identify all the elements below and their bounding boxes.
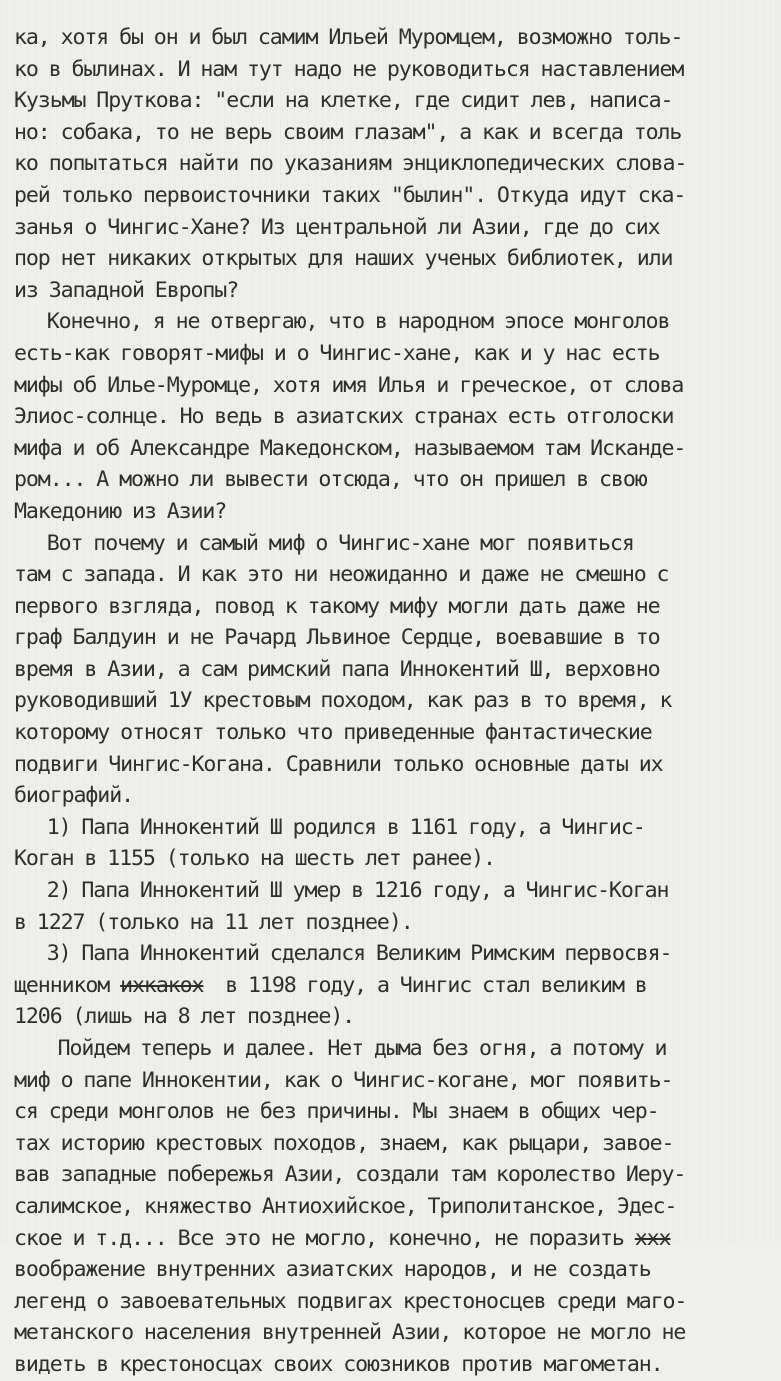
- text-line: есть-как говорят-мифы и о Чингис-хане, как и у нас есть: [14, 340, 660, 366]
- text-line: пор нет никаких открытых для наших ученых библиотек, или: [14, 246, 673, 272]
- text-line: ко в былинах. И нам тут надо не руководиться наставлением: [14, 56, 684, 82]
- text-line: ко попытаться найти по указаниям энциклопедических слова-: [14, 151, 687, 177]
- struck-out-word: ихкакох: [120, 972, 204, 998]
- text-line-head: ское и т.д... Все это не могло, конечно, не поразить: [14, 1225, 624, 1251]
- text-line: метанского населения внутренней Азии, которое не могло не: [14, 1320, 686, 1346]
- text-line: ка, хотя бы он и был самим Ильей Муромцем, возможно толь-: [14, 25, 683, 50]
- text-line: но: собака, то не верь своим глазам", а как и всегда толь: [14, 119, 682, 145]
- text-line: первого взгляда, повод к такому мифу могли дать даже не: [14, 593, 660, 619]
- text-line: граф Балдуин и не Рачард Львиное Сердце, воевавшие в то: [14, 625, 660, 651]
- text-line-with-strikeout: [14, 970, 779, 1002]
- text-line: легенд о завоевательных подвигах крестоносцев среди маго-: [14, 1288, 687, 1314]
- text-line: Македонию из Азии?: [14, 498, 227, 524]
- text-line: Кузьмы Пруткова: "если на клетке, где сидит лев, написа-: [14, 88, 673, 114]
- text-line: биографий.: [14, 783, 134, 809]
- text-line: мифы об Илье-Муромце, хотя имя Илья и греческое, от слова: [14, 372, 684, 398]
- text-line: занья о Чингис-Хане? Из центральной ли Азии, где до сих: [14, 214, 660, 240]
- text-line: ром... А можно ли вывести отсюда, что он пришел в свою: [14, 467, 647, 493]
- text-line: которому относят только что приведенные фантастические: [14, 720, 652, 746]
- text-line: Элиос-солнце. Но ведь в азиатских странах есть отголоски: [14, 404, 674, 430]
- text-line: рей только первоисточники таких "былин". Откуда идут ска-: [14, 182, 686, 208]
- text-line: миф о папе Иннокентии, как о Чингис-когане, мог появить-: [14, 1067, 673, 1093]
- text-line: видеть в крестоносцах своих союзников против магометан.: [14, 1351, 663, 1377]
- text-line: вав западные побережья Азии, создали там королество Иеру-: [14, 1162, 686, 1188]
- text-line: Конечно, я не отвергаю, что в народном эпосе монголов: [14, 309, 670, 335]
- text-line: Пойдем теперь и далее. Нет дыма без огня, а потому и: [14, 1036, 667, 1061]
- text-line: ся среди монголов не без причины. Мы знаем в общих чер-: [14, 1099, 659, 1125]
- text-line: тах историю крестовых походов, знаем, как рыцари, завое-: [14, 1130, 674, 1156]
- text-line: руководивший 1У крестовым походом, как раз в то время, к: [14, 688, 672, 714]
- text-line: воображение внутренних азиатских народов, и не создать: [14, 1257, 651, 1283]
- text-line: подвиги Чингис-Когана. Сравнили только основные даты их: [14, 751, 663, 777]
- text-line: 1) Папа Иннокентий Ш родился в 1161 году, а Чингис-: [14, 814, 645, 840]
- text-line: салимское, княжество Антиохийское, Триполитанское, Эдес-: [14, 1193, 677, 1219]
- text-line: в 1227 (только на 11 лет позднее).: [14, 909, 413, 935]
- text-line: мифа и об Александре Македонском, называемом там Искандe-: [14, 435, 686, 461]
- text-line-with-strikeout: [14, 1223, 779, 1255]
- text-line-head: щенником: [14, 972, 110, 998]
- text-line: время в Азии, а сам римский папа Иннокентий Ш, верховно: [14, 656, 660, 682]
- text-line-tail: в 1198 году, а Чингис стал великим в: [203, 972, 647, 998]
- page-text: [14, 22, 779, 1381]
- struck-out-word: ххх: [634, 1225, 671, 1251]
- text-line: Коган в 1155 (только на шесть лет ранее).: [14, 846, 495, 872]
- text-line: 1206 (лишь на 8 лет позднее).: [14, 1004, 355, 1030]
- text-line: 3) Папа Иннокентий сделался Великим Римским первосвя-: [14, 941, 672, 967]
- text-line: из Западной Европы?: [14, 277, 239, 303]
- text-line: там с запада. И как это ни неожиданно и даже не смешно с: [14, 562, 669, 588]
- text-line: Вот почему и самый миф о Чингис-хане мог появиться: [14, 530, 634, 556]
- text-line: 2) Папа Иннокентий Ш умер в 1216 году, а Чингис-Коган: [14, 878, 669, 904]
